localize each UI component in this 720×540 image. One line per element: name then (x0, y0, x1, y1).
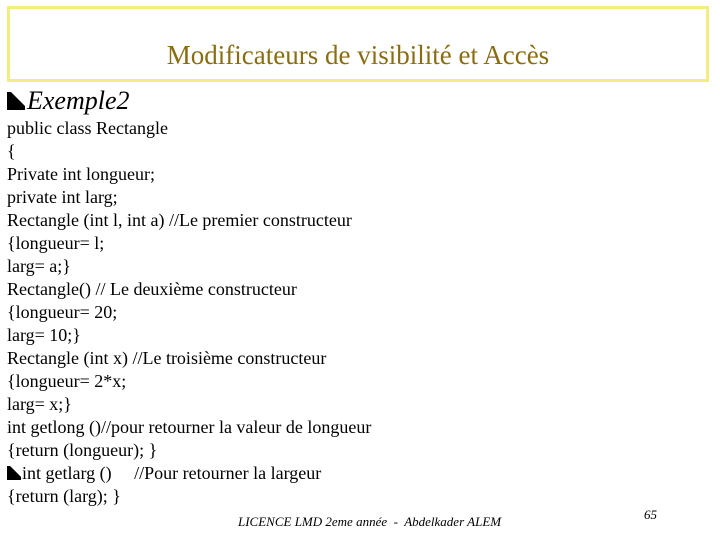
code-line: {return (larg); } (7, 486, 121, 506)
slide-title: Modificateurs de visibilité et Accès (166, 40, 550, 70)
code-line: int getlong ()//pour retourner la valeur de longueur (7, 417, 372, 437)
code-line: {longueur= l; (7, 233, 105, 253)
square-bullet-icon (7, 466, 21, 480)
code-line: private int larg; (7, 187, 118, 207)
code-line: larg= 10;} (7, 325, 81, 345)
code-line: larg= x;} (7, 394, 72, 414)
code-line-bulleted (7, 462, 371, 485)
code-line: Rectangle (int x) //Le troisième constructeur (7, 348, 327, 368)
code-line: { (7, 141, 16, 161)
code-line-text: int getlarg () //Pour retourner la largeur (22, 463, 322, 483)
code-line: larg= a;} (7, 256, 71, 276)
page-number: 65 (644, 507, 657, 522)
code-line: {longueur= 20; (7, 302, 118, 322)
code-line: {longueur= 2*x; (7, 371, 127, 391)
code-block (7, 117, 371, 508)
code-line: Rectangle (int l, int a) //Le premier constructeur (7, 210, 352, 230)
code-line: Rectangle() // Le deuxième constructeur (7, 279, 297, 299)
footer-text: LICENCE LMD 2eme année - Abdelkader ALEM (238, 514, 502, 529)
subtitle-text: Exemple2 (27, 86, 130, 115)
title-box (7, 6, 709, 82)
code-line: Private int longueur; (7, 164, 155, 184)
code-line: {return (longueur); } (7, 440, 158, 460)
code-line: public class Rectangle (7, 118, 168, 138)
square-bullet-icon (7, 92, 25, 110)
subtitle-line (7, 86, 130, 116)
